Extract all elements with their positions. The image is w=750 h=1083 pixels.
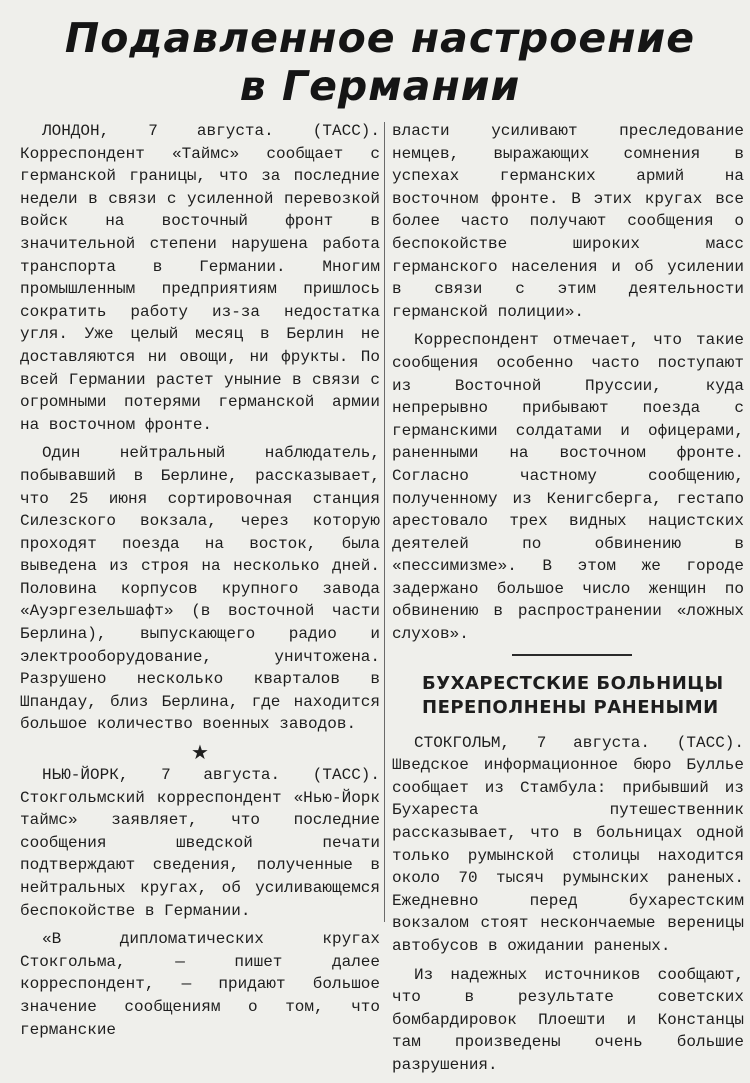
headline <box>40 14 720 110</box>
headline-line-1: Подавленное настроение <box>64 14 696 62</box>
section-divider <box>512 654 632 656</box>
article-paragraph-diplomatic: «В дипломатических кругах Стокгольма, — пишет далее корреспондент, — придают большое значение сообщениям о том, что германские <box>20 930 380 1039</box>
article-paragraph-continued: власти усиливают преследование немцев, выражающих сомнения в успехах германских армий на восточном фронте. В этих кругах все более часто получают сообщения о беспокойстве широких масс германского населения и об усилении в связи с этим деятельности германской полиции». <box>392 122 744 321</box>
article-paragraph-stockholm: СТОКГОЛЬМ, 7 августа. (ТАСС). Шведское информационное бюро Буллье сообщает из Стамбула: прибывший из Бухареста путешественник рассказывает, что в больницах одной только румынской столицы находится около 70 тысяч румынских раненых. Ежедневно перед бухарестским вокзалом стоят нескончаемые вереницы автобусов в ожидании раненых. <box>392 733 744 955</box>
article-paragraph-correspondent: Корреспондент отмечает, что такие сообщения особенно часто поступают из Восточной Пруссии, куда непрерывно прибывают поезда с германскими солдатами и офицерами, раненными на восточном фронте. Согласно частному сообщению, полученному из Кенигсберга, гестапо арестовало трех видных нацистских деятелей по обвинению в «пессимизме». В этом же городе задержано большое число женщин по обвинению в распространении «ложных слухов». <box>392 331 744 644</box>
subheadline <box>392 672 744 720</box>
article-paragraph-london: ЛОНДОН, 7 августа. (ТАСС). Корреспондент «Таймс» сообщает с германской границы, что за последние недели в связи с усиленной перевозкой войск на восточный фронт в значительной степени нарушена работа транспорта в Германии. Многим промышленным предприятиям пришлось сократить работу из-за недостатка угля. Уже целый месяц в Берлин не доставляются ни овощи, ни фрукты. По всей Германии растет уныние в связи с огромными потерями германской армии на восточном фронте. <box>20 122 380 434</box>
right-column <box>392 120 744 1083</box>
article-paragraph-observer: Один нейтральный наблюдатель, побывавший в Берлине, рассказывает, что 25 июня сортировочная станция Силезского вокзала, через которую проходят поезда на восток, была выведена из строя на несколько дней. Половина корпусов крупного завода «Ауэргезельшафт» (в восточной части Берлина), выпускающего радио и электрооборудование, уничтожена. Разрушено несколько кварталов в Шпандау, близ Берлина, где находится большое количество военных заводов. <box>20 444 380 734</box>
star-separator: ★ <box>191 740 209 765</box>
left-column <box>20 120 380 1047</box>
article-paragraph-new-york: НЬЮ-ЙОРК, 7 августа. (ТАСС). Стокгольмский корреспондент «Нью-Йорк таймс» заявляет, что последние сообщения шведской печати подтверждают сведения, полученные в нейтральных кругах, об усиливающемся беспокойстве в Германии. <box>20 766 380 920</box>
subheadline-line-1: БУХАРЕСТСКИЕ БОЛЬНИЦЫ <box>422 672 724 694</box>
headline-line-2: в Германии <box>239 62 521 110</box>
article-paragraph-bombing: Из надежных источников сообщают, что в результате советских бомбардировок Плоешти и Констанцы там произведены очень большие разрушения. <box>392 965 744 1074</box>
subheadline-line-2: ПЕРЕПОЛНЕНЫ РАНЕНЫМИ <box>422 696 719 718</box>
column-divider <box>384 122 385 922</box>
